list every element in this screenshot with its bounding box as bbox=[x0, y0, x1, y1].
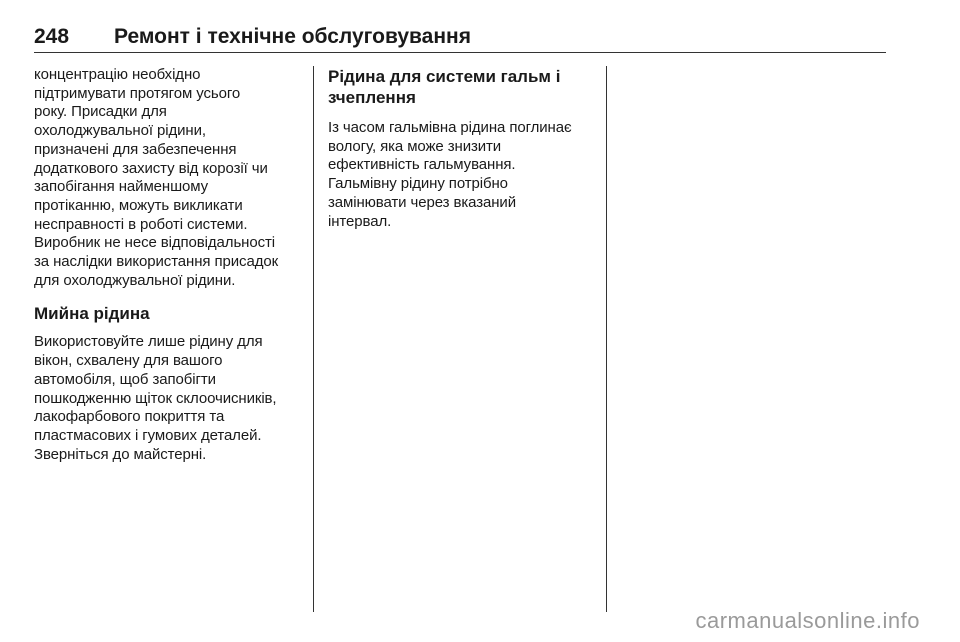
page-header bbox=[34, 24, 886, 53]
watermark: carmanualsonline.info bbox=[695, 608, 920, 633]
washer-fluid-heading: Мийна рідина bbox=[34, 304, 150, 324]
page-number: 248 bbox=[34, 25, 70, 48]
brake-fluid-heading: Рідина для системи гальм і зчеплення bbox=[328, 67, 561, 107]
text-column-1 bbox=[34, 66, 304, 464]
chapter-title: Ремонт і технічне обслуговування bbox=[114, 25, 471, 48]
brake-fluid-paragraph: Із часом гальмівна рідина поглинає вологу, яка може знизити ефективність гальмування. Гальмівну рідину потрібно замінювати через вказаний інтервал. bbox=[328, 119, 572, 230]
text-column-2 bbox=[328, 66, 598, 231]
washer-fluid-paragraph: Використовуйте лише рідину для вікон, схвалену для вашого автомобіля, щоб запобігти пошкодженню щіток склоочисників, лакофарбового покриття та пластмасових і гумових деталей. Зверніться до майстерні. bbox=[34, 333, 277, 463]
column-divider-right bbox=[606, 66, 607, 612]
coolant-additives-paragraph: концентрацію необхідно підтримувати протягом усього року. Присадки для охолоджувальної рідини, призначені для забезпечення додаткового захисту від корозії чи запобігання найменшому протіканню, можуть викликати несправності в роботі системи. Виробник не несе відповідальності за наслідки використання присадок для охолоджувальної рідини. bbox=[34, 66, 279, 289]
column-divider-left bbox=[313, 66, 314, 612]
